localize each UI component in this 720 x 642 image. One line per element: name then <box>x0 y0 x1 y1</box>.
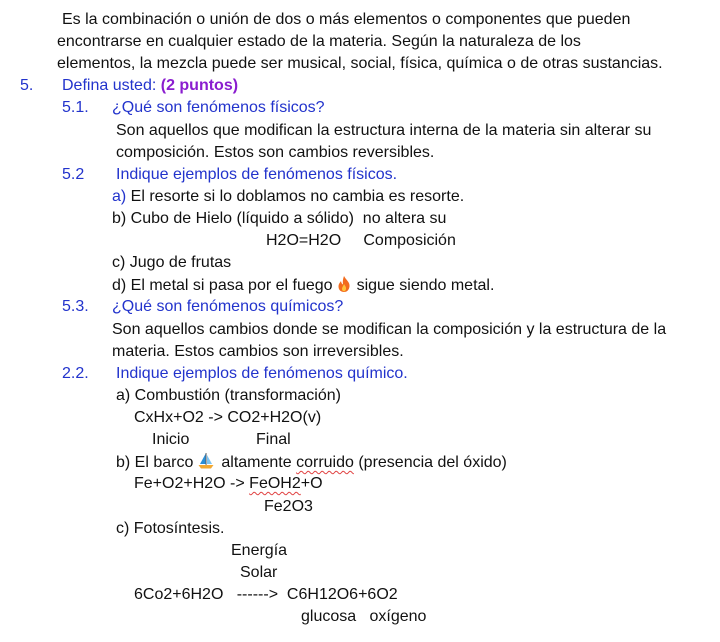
example-a-letter: a) <box>112 188 127 205</box>
section-5-3-answer-line-1: Son aquellos cambios donde se modifican la composición y la estructura de la <box>112 321 667 338</box>
oxide-formula: Fe2O3 <box>264 498 313 515</box>
example-a-text: El resorte si lo doblamos no cambia es resorte. <box>126 188 465 205</box>
section-2-2-example-b <box>116 452 507 476</box>
section-5-2-example-b-formula: H2O=H2O Composición <box>266 232 456 249</box>
section-2-2-number: 2.2. <box>62 365 89 382</box>
question-5-label: Defina usted: <box>62 77 161 94</box>
section-2-2-example-a: a) Combustión (transformación) <box>116 387 341 404</box>
intro-line-1: Es la combinación o unión de dos o más elementos o componentes que pueden <box>62 11 631 28</box>
oxidation-equation-end: +O <box>300 475 323 492</box>
sailboat-icon <box>197 452 215 476</box>
example-d-text-end: sigue siendo metal. <box>356 277 495 294</box>
section-5-3-answer-line-2: materia. Estos cambios son irreversibles. <box>112 343 404 360</box>
fire-icon <box>337 275 351 299</box>
intro-line-3: elementos, la mezcla puede ser musical, social, física, química o de otras sustancias. <box>57 55 663 72</box>
section-5-2-question: Indique ejemplos de fenómenos físicos. <box>116 166 398 183</box>
section-5-2-example-b: b) Cubo de Hielo (líquido a sólido) no altera su <box>112 210 447 227</box>
oxidation-equation <box>134 474 323 494</box>
example-b-text-end: (presencia del óxido) <box>353 454 507 471</box>
photosynthesis-products-labels: glucosa oxígeno <box>301 608 427 625</box>
section-2-2-example-c: c) Fotosíntesis. <box>116 520 225 537</box>
section-5-1-answer-line-1: Son aquellos que modifican la estructura interna de la materia sin alterar su <box>116 122 652 139</box>
question-5-points: (2 puntos) <box>160 77 239 94</box>
combustion-equation: CxHx+O2 -> CO2+H2O(v) <box>134 409 322 426</box>
section-5-1-answer-line-2: composición. Estos son cambios reversibles. <box>116 144 435 161</box>
photosynthesis-solar-label: Solar <box>240 564 278 581</box>
photosynthesis-equation: 6Co2+6H2O ------> C6H12O6+6O2 <box>134 586 398 603</box>
question-5-heading <box>62 76 238 96</box>
section-2-2-question: Indique ejemplos de fenómenos químico. <box>116 365 408 382</box>
section-5-3-question: ¿Qué son fenómenos químicos? <box>112 298 344 315</box>
combustion-final-label: Final <box>256 431 291 448</box>
example-b-misspelled-word: corruido <box>296 454 354 471</box>
question-5-number: 5. <box>20 77 34 94</box>
example-b-text-mid: altamente <box>221 454 297 471</box>
photosynthesis-energia-label: Energía <box>231 542 288 559</box>
section-5-1-number: 5.1. <box>62 99 89 116</box>
section-5-2-example-d <box>112 275 494 299</box>
oxidation-equation-start: Fe+O2+H2O -> <box>134 475 250 492</box>
section-5-3-number: 5.3. <box>62 298 89 315</box>
combustion-inicio-label: Inicio <box>152 431 190 448</box>
intro-line-2: encontrarse en cualquier estado de la materia. Según la naturaleza de los <box>57 33 581 50</box>
section-5-1-question: ¿Qué son fenómenos físicos? <box>112 99 325 116</box>
section-5-2-example-c: c) Jugo de frutas <box>112 254 232 271</box>
example-d-text-start: d) El metal si pasa por el fuego <box>112 277 333 294</box>
example-b-text-start: b) El barco <box>116 454 194 471</box>
section-5-2-number: 5.2 <box>62 166 85 183</box>
oxidation-equation-underlined: FeOH2 <box>249 475 301 492</box>
section-5-2-example-a <box>112 187 464 207</box>
